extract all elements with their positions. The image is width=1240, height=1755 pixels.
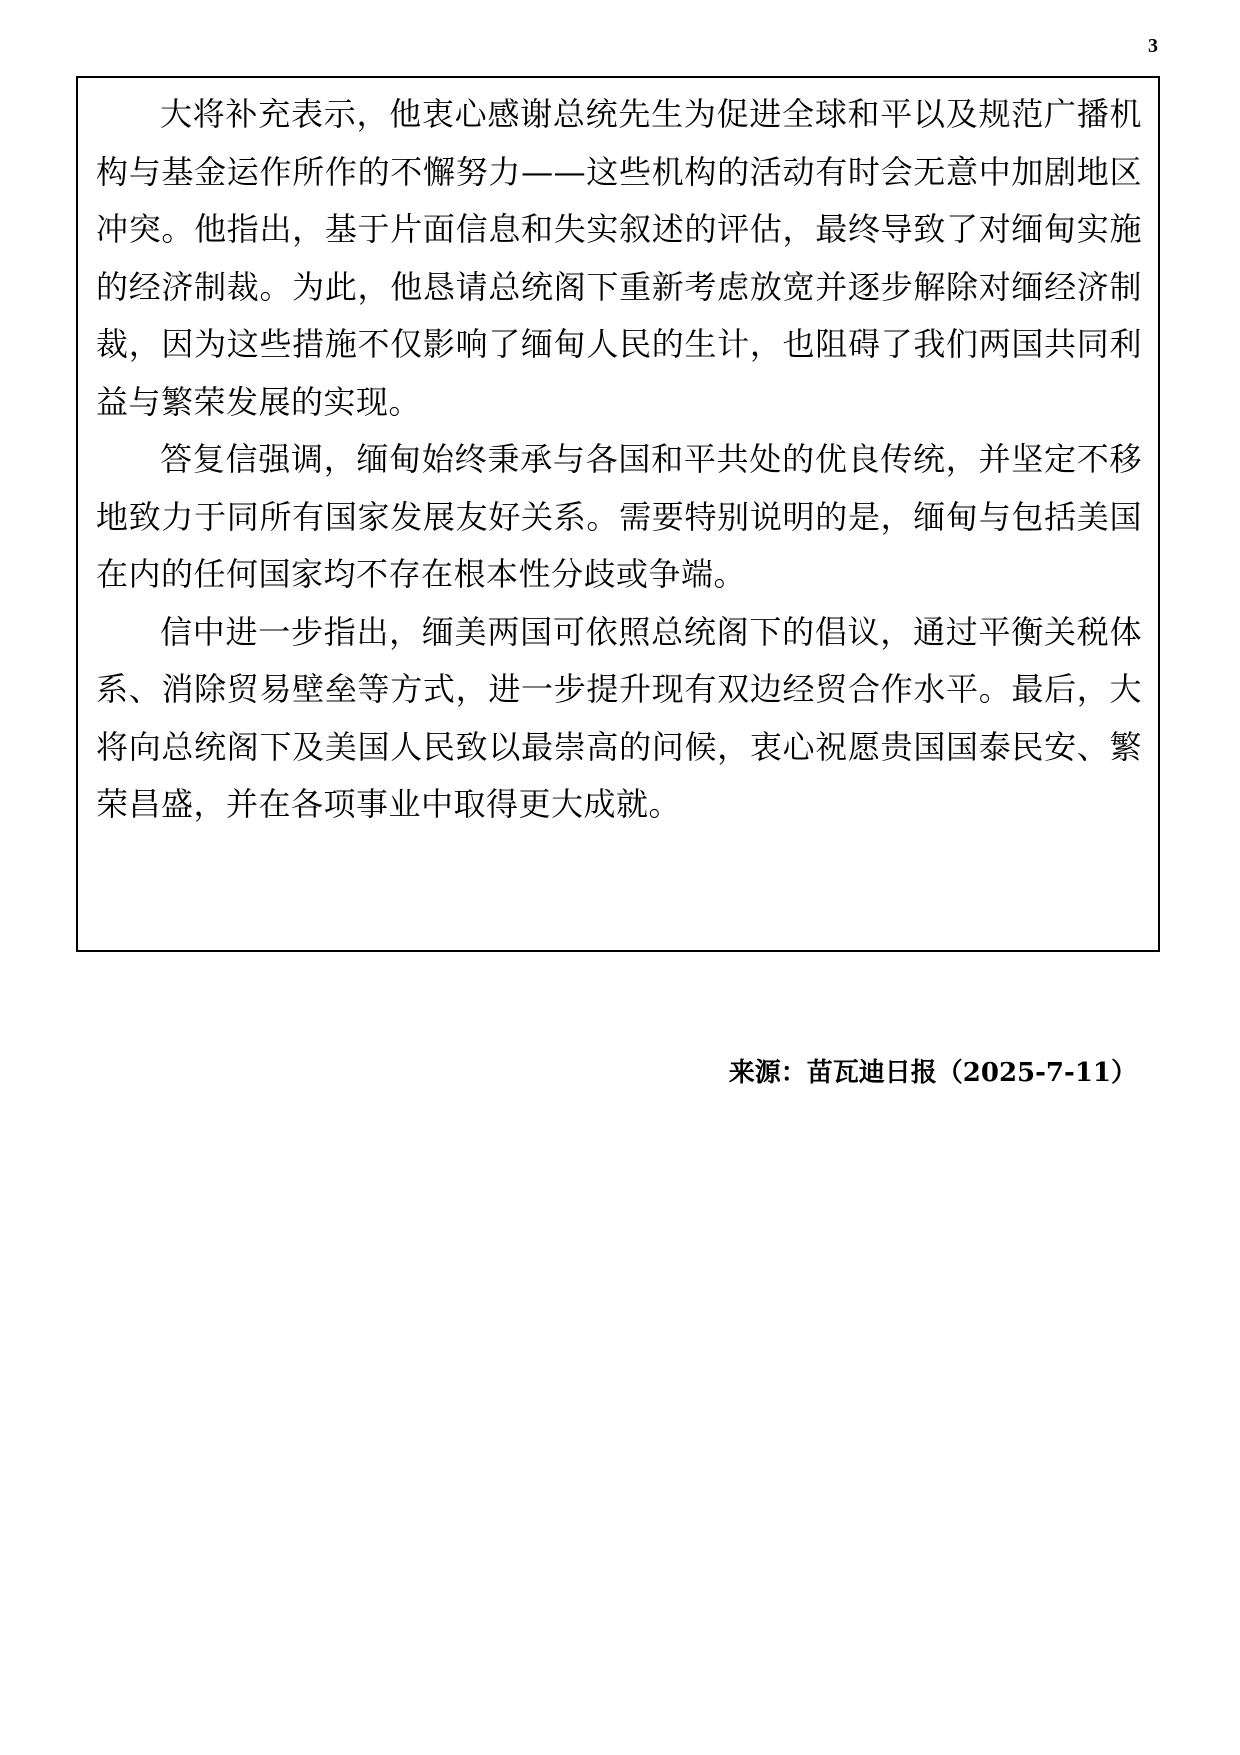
page-number: 3 — [1148, 35, 1158, 57]
article-box — [76, 76, 1160, 952]
source-citation: 来源：苗瓦迪日报（2025-7-11） — [728, 1058, 1137, 1088]
article-paragraph-2: 答复信强调，缅甸始终秉承与各国和平共处的优良传统，并坚定不移地致力于同所有国家发展友好关系。需要特别说明的是，缅甸与包括美国在内的任何国家均不存在根本性分歧或争端。 — [96, 440, 1142, 593]
article-paragraph-3: 信中进一步指出，缅美两国可依照总统阁下的倡议，通过平衡关税体系、消除贸易壁垒等方式，进一步提升现有双边经贸合作水平。最后，大将向总统阁下及美国人民致以最崇高的问候，衷心祝愿贵国国泰民安、繁荣昌盛，并在各项事业中取得更大成就。 — [96, 612, 1142, 823]
article-paragraph-1: 大将补充表示，他衷心感谢总统先生为促进全球和平以及规范广播机构与基金运作所作的不懈努力——这些机构的活动有时会无意中加剧地区冲突。他指出，基于片面信息和失实叙述的评估，最终导致了对缅甸实施的经济制裁。为此，他恳请总统阁下重新考虑放宽并逐步解除对缅经济制裁，因为这些措施不仅影响了缅甸人民的生计，也阻碍了我们两国共同利益与繁荣发展的实现。 — [96, 95, 1142, 421]
